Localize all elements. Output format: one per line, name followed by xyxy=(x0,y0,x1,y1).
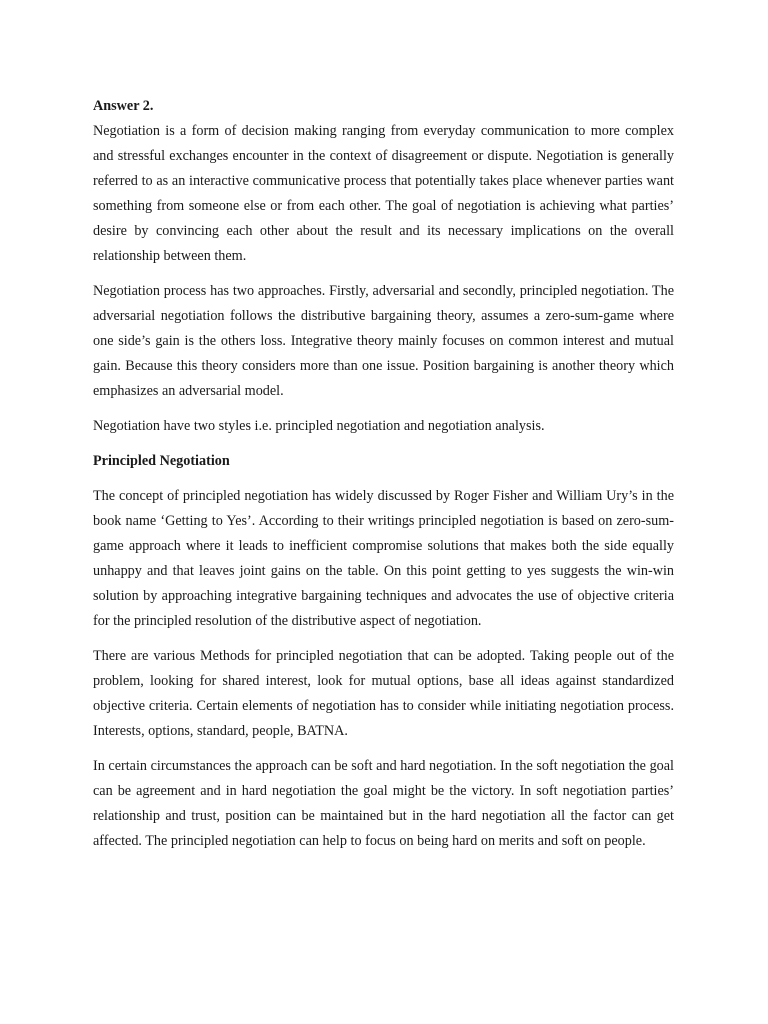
section-heading: Principled Negotiation xyxy=(93,453,230,469)
document-body xyxy=(93,94,674,864)
answer-heading: Answer 2. xyxy=(93,98,154,114)
paragraph-intro-2: Negotiation process has two approaches. Firstly, adversarial and secondly, principled negotiation. The adversarial negotiation follows the distributive bargaining theory, assumes a zero-sum-game where one side’s gain is the others loss. Integrative theory mainly focuses on common interest and mutual gain. Because this theory considers more than one issue. Position bargaining is another theory which emphasizes an adversarial model. xyxy=(93,283,674,399)
paragraph-section-3: In certain circumstances the approach can be soft and hard negotiation. In the soft negotiation the goal can be agreement and in hard negotiation the goal might be the victory. In soft negotiation parties’ relationship and trust, position can be maintained but in the hard negotiation all the factor can get affected. The principled negotiation can help to focus on being hard on merits and soft on people. xyxy=(93,758,674,849)
paragraph-intro-1: Negotiation is a form of decision making ranging from everyday communication to more complex and stressful exchanges encounter in the context of disagreement or dispute. Negotiation is generally referred to as an interactive communicative process that potentially takes place whenever parties want something from someone else or from each other. The goal of negotiation is achieving what parties’ desire by convincing each other about the result and its necessary implications on the overall relationship between them. xyxy=(93,123,674,264)
paragraph-intro-3: Negotiation have two styles i.e. principled negotiation and negotiation analysis. xyxy=(93,418,545,434)
paragraph-section-2: There are various Methods for principled negotiation that can be adopted. Taking people out of the problem, looking for shared interest, look for mutual options, base all ideas against standardized objective criteria. Certain elements of negotiation has to consider while initiating negotiation process. Interests, options, standard, people, BATNA. xyxy=(93,648,674,739)
paragraph-section-1: The concept of principled negotiation has widely discussed by Roger Fisher and William Ury’s in the book name ‘Getting to Yes’. According to their writings principled negotiation is based on zero-sum-game approach where it leads to inefficient compromise solutions that makes both the side equally unhappy and that leaves joint gains on the table. On this point getting to yes suggests the win-win solution by approaching integrative bargaining techniques and advocates the use of objective criteria for the principled resolution of the distributive aspect of negotiation. xyxy=(93,488,674,629)
